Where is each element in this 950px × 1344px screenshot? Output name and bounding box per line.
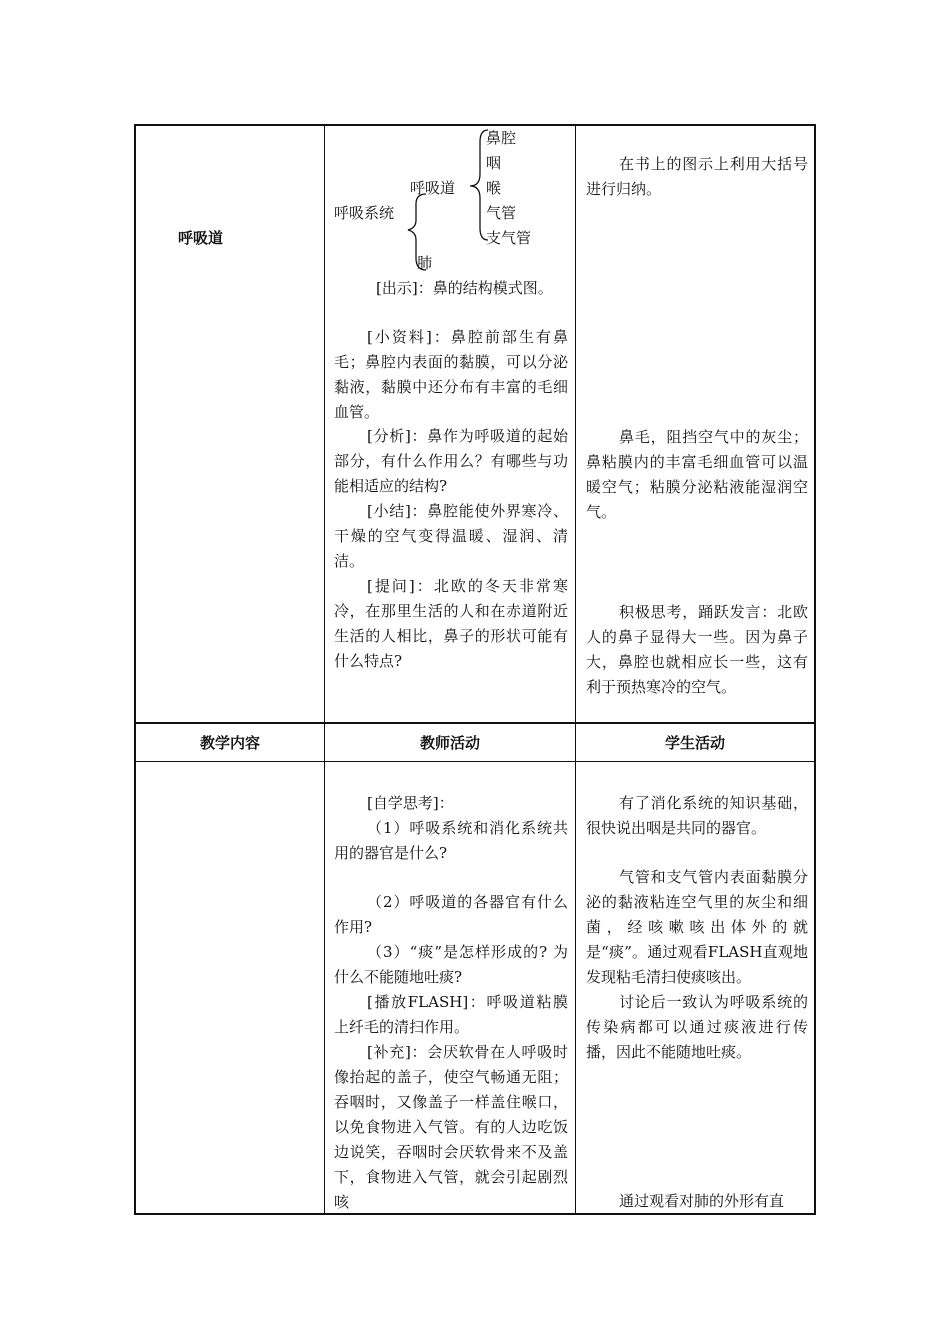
header-teacher-activity: 教师活动 bbox=[419, 734, 480, 752]
teacher-supplement: [补充]：会厌软骨在人呼吸时像抬起的盖子，使空气畅通无阻；吞咽时，又像盖子一样盖住喉口，以免食物进入气管。有的人边吃饭边说笑，吞咽时会厌软骨来不及盖下，食物进入气管，就会引起剧烈咳 bbox=[334, 1043, 568, 1211]
table-col-divider-1 bbox=[324, 124, 325, 1215]
teacher-question-1: （1）呼吸系统和消化系统共用的器官是什么? bbox=[334, 819, 568, 862]
diagram-part-larynx: 喉 bbox=[486, 179, 502, 197]
table-border-left bbox=[134, 124, 136, 1215]
student-lung-observation: 通过观看对肺的外形有直 bbox=[619, 1192, 785, 1210]
teacher-analysis: [分析]：鼻作为呼吸道的起始部分，有什么作用么？有哪些与功能相适应的结构? bbox=[334, 427, 568, 495]
table-row-divider-header-top bbox=[134, 722, 816, 724]
table-row-divider-header-bottom bbox=[134, 761, 816, 762]
table-border-right bbox=[814, 124, 816, 1215]
diagram-part-nasal-cavity: 鼻腔 bbox=[486, 129, 517, 147]
student-nose-function: 鼻毛，阻挡空气中的灰尘；鼻粘膜内的丰富毛细血管可以温暖空气；粘膜分泌粘液能湿润空气。 bbox=[586, 428, 808, 521]
teacher-question: [提问]：北欧的冬天非常寒冷，在那里生活的人和在赤道附近生活的人相比，鼻子的形状可能有什么特点? bbox=[334, 577, 568, 670]
diagram-part-bronchi: 支气管 bbox=[486, 229, 532, 247]
diagram-part-trachea: 气管 bbox=[486, 204, 517, 222]
teacher-info: [小资料]：鼻腔前部生有鼻毛；鼻腔内表面的黏膜，可以分泌黏液，黏膜中还分布有丰富的毛细血管。 bbox=[334, 328, 568, 421]
diagram-part-lung: 肺 bbox=[417, 254, 433, 272]
teacher-self-study: [自学思考]： bbox=[367, 794, 454, 812]
diagram-braces bbox=[400, 124, 490, 274]
teacher-question-2: （2）呼吸道的各器官有什么作用? bbox=[334, 893, 568, 936]
student-summarize: 在书上的图示上利用大括号进行归纳。 bbox=[586, 155, 808, 198]
diagram-part-pharynx: 咽 bbox=[486, 154, 502, 172]
diagram-branch-airway: 呼吸道 bbox=[410, 179, 456, 197]
diagram-root-respiratory-system: 呼吸系统 bbox=[334, 204, 395, 222]
topic-cell-label: 呼吸道 bbox=[178, 229, 224, 247]
brace-airway bbox=[470, 130, 488, 240]
student-discussion: 讨论后一致认为呼吸系统的传染病都可以通过痰液进行传播，因此不能随地吐痰。 bbox=[586, 993, 808, 1061]
brace-system bbox=[408, 194, 426, 270]
teacher-question-3: （3）“痰”是怎样形成的? 为什么不能随地吐痰? bbox=[334, 943, 568, 986]
teacher-play-flash: [播放FLASH]：呼吸道粘膜上纤毛的清扫作用。 bbox=[334, 993, 568, 1036]
teacher-show-structure: [出示]：鼻的结构模式图。 bbox=[376, 279, 553, 297]
header-teaching-content: 教学内容 bbox=[199, 734, 260, 752]
header-student-activity: 学生活动 bbox=[664, 734, 725, 752]
teacher-summary: [小结]：鼻腔能使外界寒冷、干燥的空气变得温暖、湿润、清洁。 bbox=[334, 502, 568, 570]
student-phlegm-formation: 气管和支气管内表面黏膜分泌的黏液粘连空气里的灰尘和细菌，经咳嗽咳出体外的就是“痰”。通过观看FLASH直观地发现粘毛清扫使痰咳出。 bbox=[586, 868, 808, 986]
student-answer: 积极思考，踊跃发言：北欧人的鼻子显得大一些。因为鼻子大，鼻腔也就相应长一些，这有利于预热寒冷的空气。 bbox=[586, 603, 808, 696]
table-col-divider-2 bbox=[575, 124, 576, 1215]
student-common-organ: 有了消化系统的知识基础，很快说出咽是共同的器官。 bbox=[586, 794, 808, 837]
